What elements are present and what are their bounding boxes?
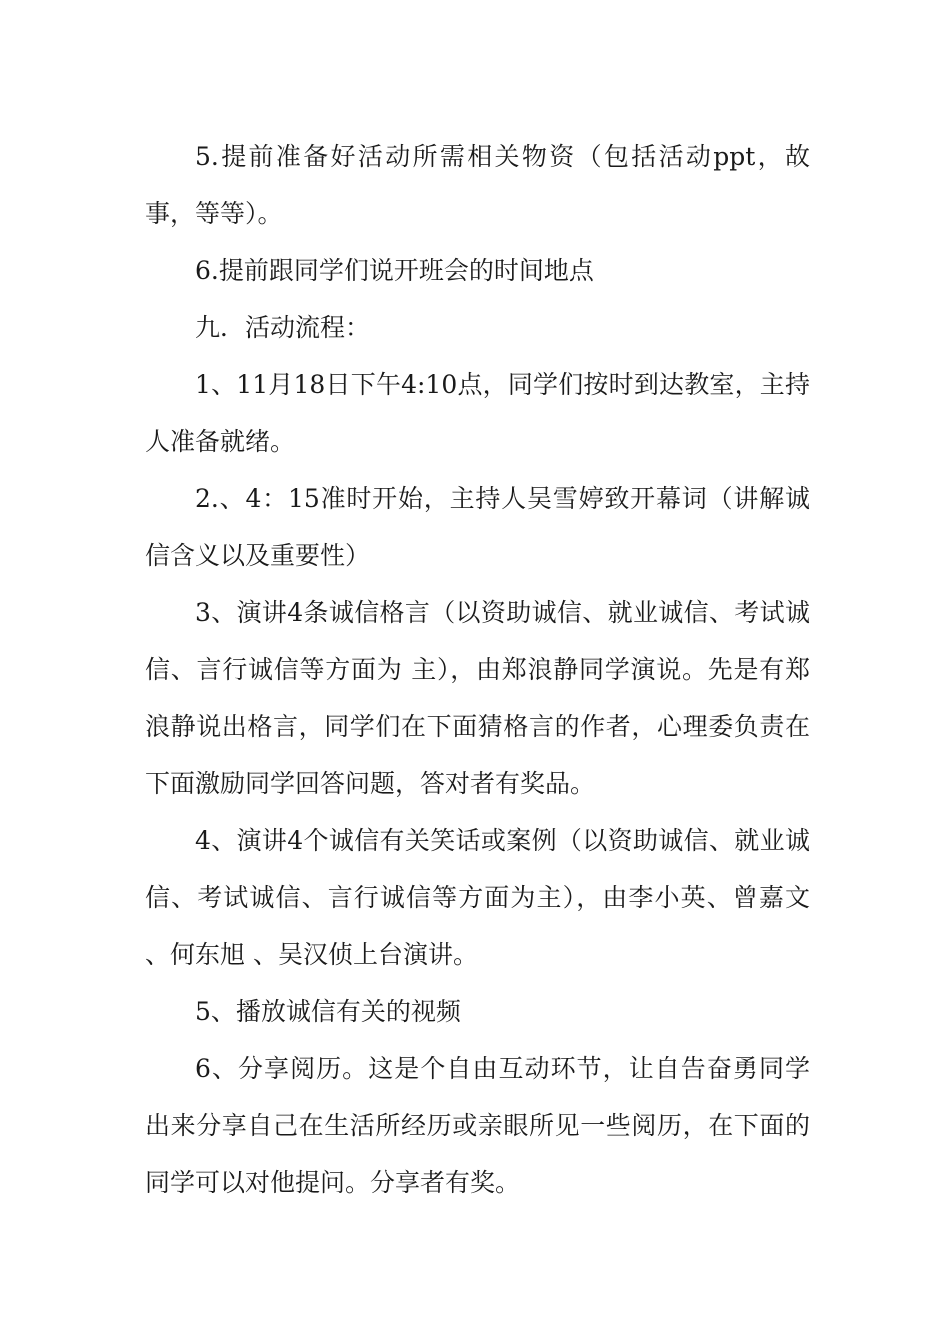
paragraph-notify-time: 6.提前跟同学们说开班会的时间地点	[195, 256, 594, 285]
section-heading-activity-flow: 九．活动流程：	[195, 313, 371, 342]
paragraph-step-2: 2.、4：15准时开始，主持人吴雪婷致开幕词（讲解诚信含义以及重要性）	[145, 484, 810, 570]
paragraph-step-5: 5、播放诚信有关的视频	[195, 997, 461, 1026]
paragraph-step-4: 4、演讲4个诚信有关笑话或案例（以资助诚信、就业诚信、考试诚信、言行诚信等方面为主），由李小英、曾嘉文 、何东旭 、吴汉侦上台演讲。	[145, 826, 810, 969]
paragraph-step-3: 3、演讲4条诚信格言（以资助诚信、就业诚信、考试诚信、言行诚信等方面为 主），由郑浪静同学演说。先是有郑浪静说出格言，同学们在下面猜格言的作者，心理委负责在下面激励同学回答问题，答对者有奖品。	[145, 598, 810, 798]
paragraph-prep-materials: 5.提前准备好活动所需相关物资（包括活动ppt，故事，等等）。	[145, 142, 810, 228]
paragraph-step-1: 1、11月18日下午4:10点，同学们按时到达教室，主持人准备就绪。	[145, 370, 810, 456]
paragraph-step-6: 6、分享阅历。这是个自由互动环节，让自告奋勇同学出来分享自己在生活所经历或亲眼所见一些阅历，在下面的同学可以对他提问。分享者有奖。	[145, 1054, 810, 1197]
document-body	[145, 128, 810, 1211]
